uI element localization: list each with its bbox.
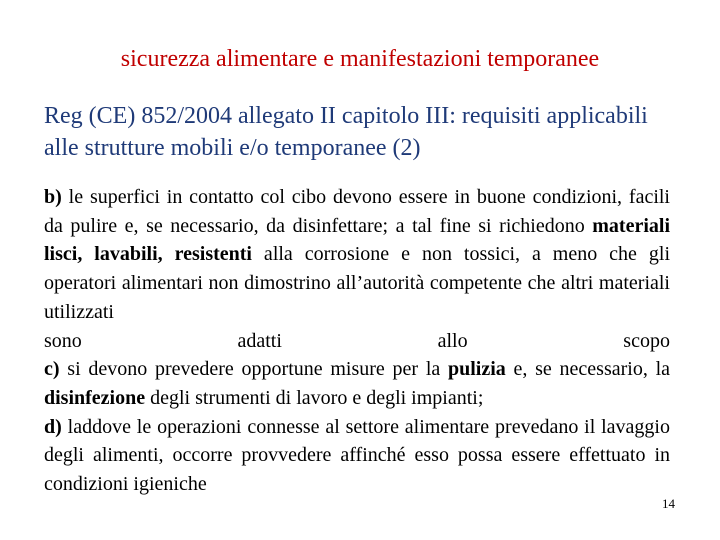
page-number: 14 xyxy=(662,496,675,511)
body-text xyxy=(44,183,670,499)
item-b-last-line xyxy=(44,327,670,356)
item-b-word: sono xyxy=(44,329,82,352)
slide-subtitle: Reg (CE) 852/2004 allegato II capitolo III: requisiti applicabili alle strutture mobili e/o temporanee (2) xyxy=(44,103,648,161)
slide-title: sicurezza alimentare e manifestazioni temporanee xyxy=(120,46,600,72)
item-c-marker: c) xyxy=(44,358,60,381)
item-b-bold-1: materiali lisci, lavabili, resistenti xyxy=(44,214,670,266)
item-c-text-3: degli strumenti di lavoro e degli impianti; xyxy=(145,386,484,409)
item-b-word: scopo xyxy=(623,329,670,352)
item-c-text-2: e, se necessario, la xyxy=(505,358,671,381)
item-b-word: allo xyxy=(437,329,468,352)
item-d xyxy=(44,413,670,499)
item-d-text-1: laddove le operazioni connesse al settore alimentare prevedano il lavaggio degli alimenti, occorre provvedere affinché esso possa essere effettuato in condizioni igieniche xyxy=(44,415,670,496)
item-b-word: adatti xyxy=(237,329,282,352)
item-b xyxy=(44,183,670,327)
item-b-text-2: alla corrosione e non tossici, a meno che gli operatori alimentari non dimostrino all’autorità competente che altri materiali utilizzati xyxy=(44,243,670,323)
item-c xyxy=(44,355,670,412)
item-d-marker: d) xyxy=(44,415,62,438)
item-c-bold-1: pulizia xyxy=(448,358,506,381)
item-b-marker: b) xyxy=(44,186,62,208)
item-b-text-1: le superfici in contatto col cibo devono essere in buone condizioni, facili da pulire e, se necessario, da disinfettare; a tal fine si richiedono xyxy=(44,186,670,237)
item-c-bold-2: disinfezione xyxy=(44,386,146,409)
item-c-text-1: si devono prevedere opportune misure per la xyxy=(59,358,448,381)
